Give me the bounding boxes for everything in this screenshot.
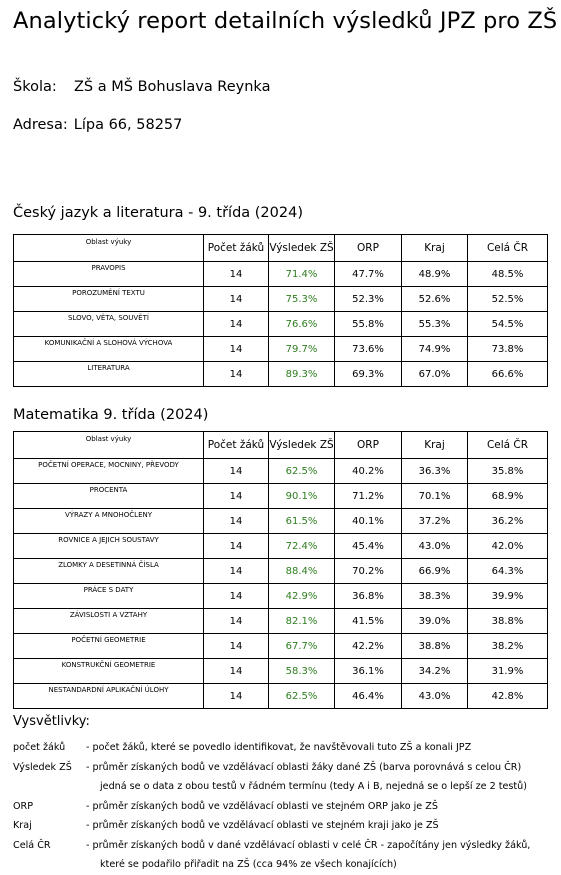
value-cell: 36.2%	[468, 509, 548, 534]
value-cell: 68.9%	[468, 484, 548, 509]
value-cell: 38.8%	[468, 609, 548, 634]
legend-description: které se podařilo přiřadit na ZŠ (cca 94% ze všech konajících)	[100, 859, 397, 870]
column-header: ORP	[335, 432, 402, 459]
value-cell: 71.4%	[269, 262, 335, 287]
table-header-row	[14, 432, 548, 459]
value-cell: 38.3%	[402, 584, 468, 609]
cz-section-heading: Český jazyk a literatura - 9. třída (2024)	[13, 205, 303, 221]
cz-results-table	[13, 234, 548, 387]
value-cell: 75.3%	[269, 287, 335, 312]
column-header: Celá ČR	[468, 235, 548, 262]
value-cell: 46.4%	[335, 684, 402, 709]
legend-term: počet žáků	[13, 742, 66, 753]
value-cell: 58.3%	[269, 659, 335, 684]
value-cell: 70.1%	[402, 484, 468, 509]
value-cell: 36.1%	[335, 659, 402, 684]
value-cell: 89.3%	[269, 362, 335, 387]
column-header: Výsledek ZŠ	[269, 432, 335, 459]
value-cell: 14	[204, 684, 269, 709]
area-cell: ZLOMKY A DESETINNÁ ČÍSLA	[14, 559, 204, 584]
area-cell: POČETNÍ OPERACE, MOCNINY, PŘEVODY	[14, 459, 204, 484]
column-header: ORP	[335, 235, 402, 262]
column-header: Počet žáků	[204, 235, 269, 262]
value-cell: 14	[204, 459, 269, 484]
value-cell: 72.4%	[269, 534, 335, 559]
legend-description: jedná se o data z obou testů v řádném termínu (tedy A i B, nejedná se o lepší ze 2 testů)	[100, 781, 527, 792]
value-cell: 73.6%	[335, 337, 402, 362]
table-header-row	[14, 235, 548, 262]
value-cell: 54.5%	[468, 312, 548, 337]
value-cell: 52.6%	[402, 287, 468, 312]
address-line	[13, 117, 182, 133]
area-cell: PROCENTA	[14, 484, 204, 509]
value-cell: 43.0%	[402, 684, 468, 709]
math-results-table	[13, 431, 548, 709]
value-cell: 14	[204, 362, 269, 387]
table-row	[14, 559, 548, 584]
value-cell: 14	[204, 634, 269, 659]
math-section-heading: Matematika 9. třída (2024)	[13, 407, 209, 423]
area-cell: SLOVO, VĚTA, SOUVĚTÍ	[14, 312, 204, 337]
table-row	[14, 534, 548, 559]
legend-item	[13, 797, 530, 817]
value-cell: 82.1%	[269, 609, 335, 634]
column-header: Kraj	[402, 235, 468, 262]
value-cell: 39.0%	[402, 609, 468, 634]
area-cell: KOMUNIKAČNÍ A SLOHOVÁ VÝCHOVA	[14, 337, 204, 362]
legend-description: - počet žáků, které se povedlo identifikovat, že navštěvovali tuto ZŠ a konali JPZ	[86, 742, 472, 753]
table-row	[14, 362, 548, 387]
table-row	[14, 584, 548, 609]
value-cell: 55.3%	[402, 312, 468, 337]
table-row	[14, 262, 548, 287]
area-cell: PRAVOPIS	[14, 262, 204, 287]
value-cell: 62.5%	[269, 459, 335, 484]
value-cell: 69.3%	[335, 362, 402, 387]
value-cell: 62.5%	[269, 684, 335, 709]
value-cell: 67.7%	[269, 634, 335, 659]
table-row	[14, 609, 548, 634]
legend-item	[13, 738, 530, 758]
table-row	[14, 459, 548, 484]
value-cell: 31.9%	[468, 659, 548, 684]
column-header: Výsledek ZŠ	[269, 235, 335, 262]
area-cell: POROZUMĚNÍ TEXTU	[14, 287, 204, 312]
table-row	[14, 634, 548, 659]
table-row	[14, 484, 548, 509]
value-cell: 14	[204, 312, 269, 337]
value-cell: 47.7%	[335, 262, 402, 287]
value-cell: 73.8%	[468, 337, 548, 362]
value-cell: 48.9%	[402, 262, 468, 287]
legend-description: - průměr získaných bodů ve vzdělávací oblasti žáky dané ZŠ (barva porovnává s celou ČR)	[86, 761, 522, 773]
value-cell: 76.6%	[269, 312, 335, 337]
value-cell: 42.8%	[468, 684, 548, 709]
area-cell: VÝRAZY A MNOHOČLENY	[14, 509, 204, 534]
legend-term: Výsledek ZŠ	[13, 761, 72, 773]
legend-title: Vysvětlivky:	[13, 714, 90, 729]
school-label: Škola:	[13, 79, 57, 95]
value-cell: 14	[204, 484, 269, 509]
value-cell: 35.8%	[468, 459, 548, 484]
value-cell: 34.2%	[402, 659, 468, 684]
table-row	[14, 337, 548, 362]
value-cell: 52.5%	[468, 287, 548, 312]
value-cell: 61.5%	[269, 509, 335, 534]
value-cell: 90.1%	[269, 484, 335, 509]
value-cell: 39.9%	[468, 584, 548, 609]
area-cell: KONSTRUKČNÍ GEOMETRIE	[14, 659, 204, 684]
value-cell: 14	[204, 337, 269, 362]
legend-term: Celá ČR	[13, 839, 51, 851]
value-cell: 14	[204, 659, 269, 684]
legend-description: - průměr získaných bodů v dané vzdělávací oblasti v celé ČR - započítány jen výsledky žáků,	[86, 839, 531, 851]
column-header: Oblast výuky	[14, 432, 204, 459]
value-cell: 74.9%	[402, 337, 468, 362]
value-cell: 66.9%	[402, 559, 468, 584]
value-cell: 66.6%	[468, 362, 548, 387]
address-value: Lípa 66, 58257	[73, 117, 183, 133]
value-cell: 14	[204, 262, 269, 287]
table-row	[14, 287, 548, 312]
area-cell: POČETNÍ GEOMETRIE	[14, 634, 204, 659]
value-cell: 88.4%	[269, 559, 335, 584]
table-row	[14, 659, 548, 684]
column-header: Kraj	[402, 432, 468, 459]
legend-item	[13, 758, 530, 778]
value-cell: 36.3%	[402, 459, 468, 484]
school-name: ZŠ a MŠ Bohuslava Reynka	[74, 79, 271, 95]
value-cell: 41.5%	[335, 609, 402, 634]
area-cell: NESTANDARDNÍ APLIKAČNÍ ÚLOHY	[14, 684, 204, 709]
legend-item	[13, 836, 530, 856]
value-cell: 42.0%	[468, 534, 548, 559]
value-cell: 48.5%	[468, 262, 548, 287]
value-cell: 14	[204, 509, 269, 534]
school-line	[13, 79, 270, 95]
value-cell: 36.8%	[335, 584, 402, 609]
column-header: Oblast výuky	[14, 235, 204, 262]
area-cell: ZÁVISLOSTI A VZTAHY	[14, 609, 204, 634]
value-cell: 14	[204, 609, 269, 634]
value-cell: 40.2%	[335, 459, 402, 484]
column-header: Celá ČR	[468, 432, 548, 459]
value-cell: 70.2%	[335, 559, 402, 584]
value-cell: 79.7%	[269, 337, 335, 362]
value-cell: 37.2%	[402, 509, 468, 534]
page-title: Analytický report detailních výsledků JPZ pro ZŠ	[13, 8, 558, 34]
value-cell: 40.1%	[335, 509, 402, 534]
value-cell: 14	[204, 287, 269, 312]
address-label: Adresa:	[13, 117, 68, 133]
value-cell: 42.9%	[269, 584, 335, 609]
legend-term	[13, 777, 86, 797]
area-cell: PRÁCE S DATY	[14, 584, 204, 609]
legend-description: - průměr získaných bodů ve vzdělávací oblasti ve stejném ORP jako je ZŠ	[86, 800, 438, 812]
table-row	[14, 684, 548, 709]
value-cell: 71.2%	[335, 484, 402, 509]
value-cell: 64.3%	[468, 559, 548, 584]
value-cell: 42.2%	[335, 634, 402, 659]
value-cell: 55.8%	[335, 312, 402, 337]
legend-description: - průměr získaných bodů ve vzdělávací oblasti ve stejném kraji jako je ZŠ	[86, 820, 439, 831]
value-cell: 52.3%	[335, 287, 402, 312]
value-cell: 43.0%	[402, 534, 468, 559]
value-cell: 14	[204, 584, 269, 609]
value-cell: 67.0%	[402, 362, 468, 387]
value-cell: 45.4%	[335, 534, 402, 559]
table-row	[14, 509, 548, 534]
value-cell: 14	[204, 559, 269, 584]
value-cell: 14	[204, 534, 269, 559]
value-cell: 38.2%	[468, 634, 548, 659]
legend-term: ORP	[13, 800, 34, 812]
column-header: Počet žáků	[204, 432, 269, 459]
table-row	[14, 312, 548, 337]
legend-item	[13, 777, 530, 797]
legend-term: Kraj	[13, 820, 32, 831]
area-cell: LITERATURA	[14, 362, 204, 387]
legend-item	[13, 816, 530, 836]
legend	[13, 738, 530, 875]
value-cell: 38.8%	[402, 634, 468, 659]
area-cell: ROVNICE A JEJICH SOUSTAVY	[14, 534, 204, 559]
